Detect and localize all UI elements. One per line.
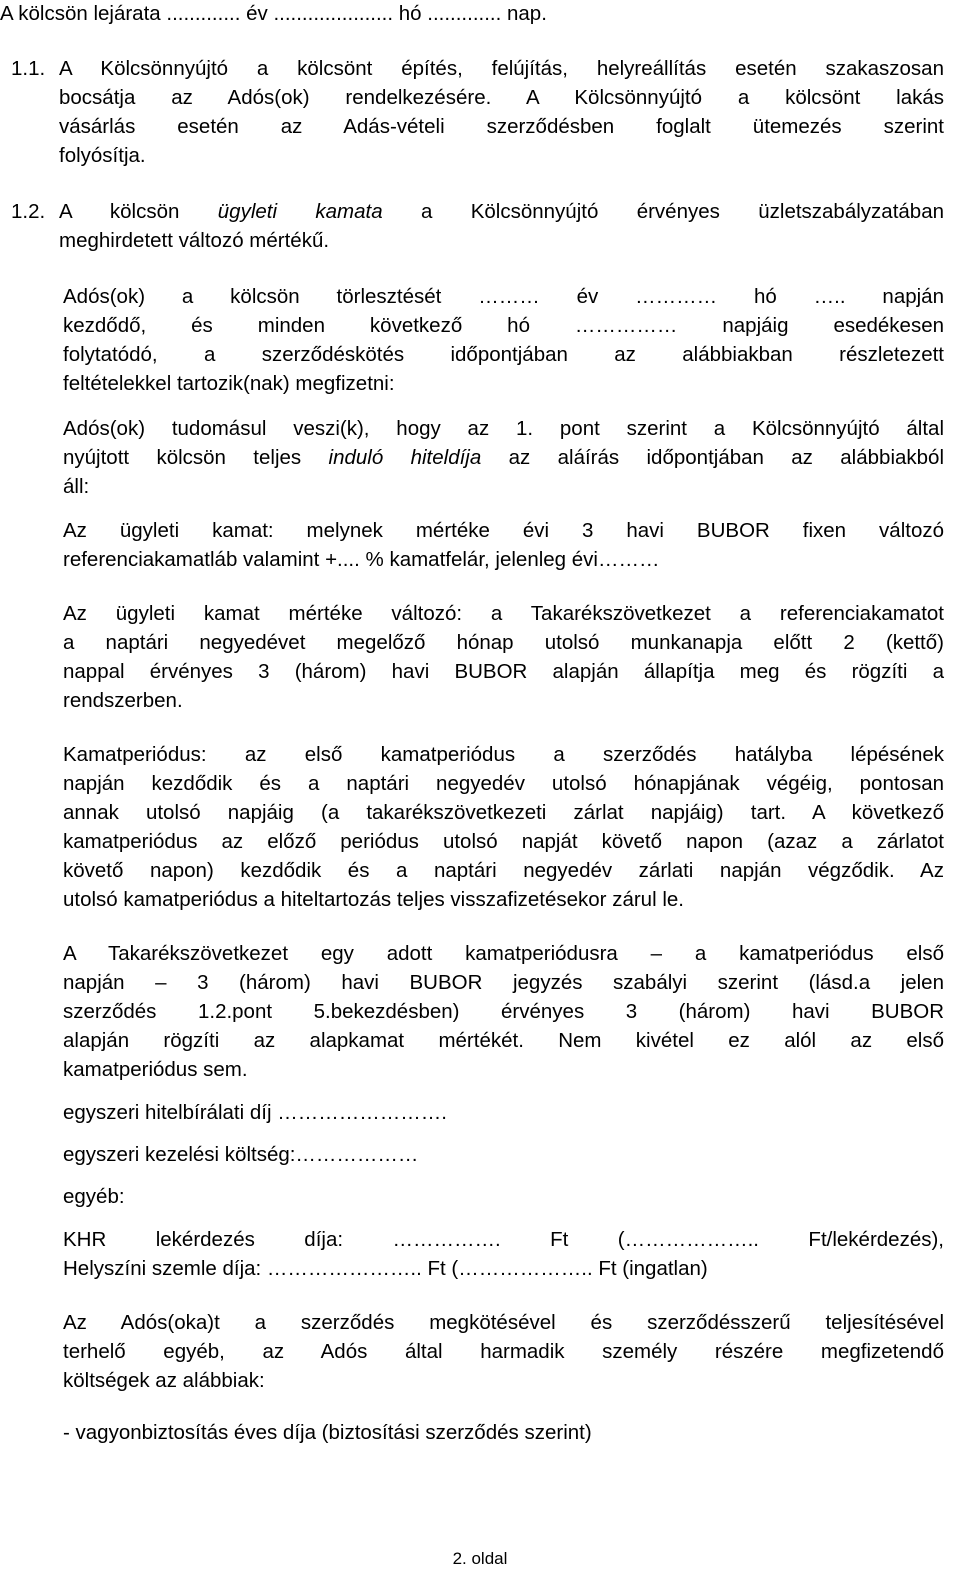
interest-period-line-2: napján kezdődik és a naptári negyedév utolsó hónapjának végéig, pontosan bbox=[63, 772, 944, 795]
interest-period-line-3: annak utolsó napjáig (a takarékszövetkezeti zárlat napjáig) tart. A következő bbox=[63, 801, 944, 824]
handling-fee: egyszeri kezelési költség:……………… bbox=[63, 1143, 419, 1166]
repayment-line-2: kezdődő, és minden következő hó …………… napjáig esedékesen bbox=[63, 314, 944, 337]
page-number: 2. oldal bbox=[452, 1549, 508, 1568]
other-fees-label: egyéb: bbox=[63, 1185, 125, 1208]
third-party-costs-line-2: terhelő egyéb, az Adós által harmadik személy részére megfizetendő bbox=[63, 1340, 944, 1363]
property-insurance-item: - vagyonbiztosítás éves díja (biztosítási szerződés szerint) bbox=[63, 1421, 592, 1444]
base-rate-line-1: A Takarékszövetkezet egy adott kamatperiódusra – a kamatperiódus első bbox=[63, 942, 944, 965]
section-1-2-line-2: meghirdetett változó mértékű. bbox=[59, 229, 330, 252]
interest-line-2: referenciakamatláb valamint +.... % kamatfelár, jelenleg évi……… bbox=[63, 548, 660, 571]
interest-period-line-1: Kamatperiódus: az első kamatperiódus a szerződés hatályba lépésének bbox=[63, 743, 944, 766]
section-1-1-line-3: vásárlás esetén az Adás-vételi szerződésben foglalt ütemezés szerint bbox=[59, 115, 944, 138]
variable-rate-line-4: rendszerben. bbox=[63, 689, 183, 712]
section-1-1-line-2: bocsátja az Adós(ok) rendelkezésére. A Kölcsönnyújtó a kölcsönt lakás bbox=[59, 86, 944, 109]
site-survey-fee-line: Helyszíni szemle díja: ………………….. Ft (……………….. Ft (ingatlan) bbox=[63, 1257, 708, 1280]
base-rate-line-3: szerződés 1.2.pont 5.bekezdésben) érvényes 3 (három) havi BUBOR bbox=[63, 1000, 944, 1023]
repayment-line-4: feltételekkel tartozik(nak) megfizetni: bbox=[63, 372, 395, 395]
khr-fee-line: KHR lekérdezés díja: ……………. Ft (……………….. Ft/lekérdezés), bbox=[63, 1228, 944, 1251]
loan-expiry-line: A kölcsön lejárata ............. év ..................... hó ............. nap. bbox=[0, 2, 547, 25]
repayment-line-3: folytatódó, a szerződéskötés időpontjában az alábbiakban részletezett bbox=[63, 343, 944, 366]
interest-period-line-6: utolsó kamatperiódus a hiteltartozás teljes visszafizetésekor zárul le. bbox=[63, 888, 684, 911]
section-1-1-number: 1.1. bbox=[11, 57, 46, 80]
variable-rate-line-2: a naptári negyedévet megelőző hónap utolsó munkanapja előtt 2 (kettő) bbox=[63, 631, 944, 654]
third-party-costs-line-1: Az Adós(oka)t a szerződés megkötésével és szerződésszerű teljesítésével bbox=[63, 1311, 944, 1334]
base-rate-line-5: kamatperiódus sem. bbox=[63, 1058, 248, 1081]
variable-rate-line-1: Az ügyleti kamat mértéke változó: a Takarékszövetkezet a referenciakamatot bbox=[63, 602, 944, 625]
repayment-line-1: Adós(ok) a kölcsön törlesztését ……… év ………… hó ….. napján bbox=[63, 285, 944, 308]
credit-cost-line-3: áll: bbox=[63, 475, 90, 498]
base-rate-line-2: napján – 3 (három) havi BUBOR jegyzés szabályi szerint (lásd.a jelen bbox=[63, 971, 944, 994]
section-1-1-line-1: A Kölcsönnyújtó a kölcsönt építés, felújítás, helyreállítás esetén szakaszosan bbox=[59, 57, 944, 80]
third-party-costs-line-3: költségek az alábbiak: bbox=[63, 1369, 265, 1392]
section-1-2-number: 1.2. bbox=[11, 200, 46, 223]
section-1-2-line-1: A kölcsön ügyleti kamata a Kölcsönnyújtó érvényes üzletszabályzatában bbox=[59, 200, 944, 223]
credit-cost-line-1: Adós(ok) tudomásul veszi(k), hogy az 1. pont szerint a Kölcsönnyújtó által bbox=[63, 417, 944, 440]
variable-rate-line-3: nappal érvényes 3 (három) havi BUBOR alapján állapítja meg és rögzíti a bbox=[63, 660, 944, 683]
base-rate-line-4: alapján rögzíti az alapkamat mértékét. Nem kivétel ez alól az első bbox=[63, 1029, 944, 1052]
credit-assessment-fee: egyszeri hitelbírálati díj ……………………. bbox=[63, 1101, 447, 1124]
credit-cost-line-2: nyújtott kölcsön teljes induló hiteldíja az aláírás időpontjában az alábbiakból bbox=[63, 446, 945, 469]
section-1-1-line-4: folyósítja. bbox=[59, 144, 146, 167]
interest-period-line-4: kamatperiódus az előző periódus utolsó napját követő napon (azaz a zárlatot bbox=[63, 830, 944, 853]
interest-period-line-5: követő napon) kezdődik és a naptári negyedév zárlati napján végződik. Az bbox=[63, 859, 944, 882]
interest-line-1: Az ügyleti kamat: melynek mértéke évi 3 havi BUBOR fixen változó bbox=[63, 519, 944, 542]
